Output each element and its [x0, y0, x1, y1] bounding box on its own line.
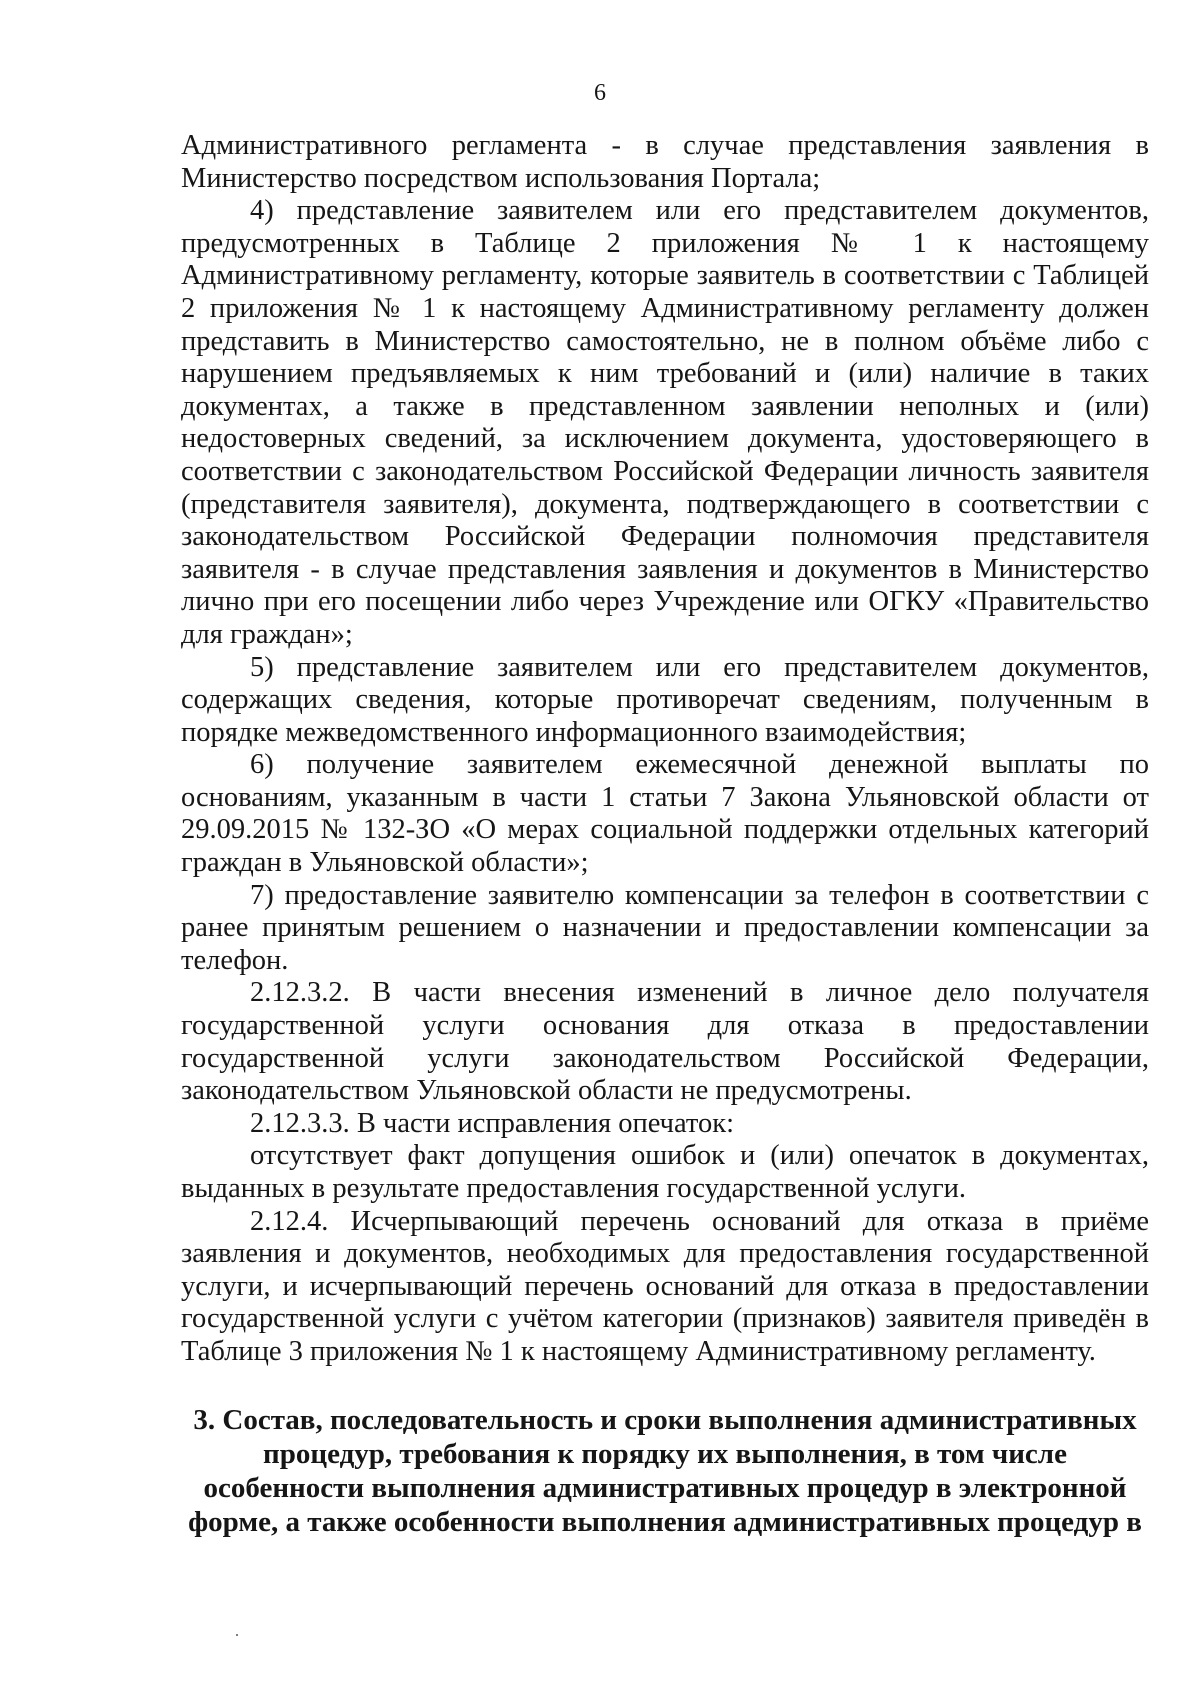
page-number: 6: [594, 80, 606, 106]
section-heading-text: 3. Состав, последовательность и сроки выполнения административных процедур, требования к порядку их выполнения, в том числе особенности выполнения административных процедур в электронной форме, а также особенности выполнения административных процедур в: [188, 1404, 1142, 1538]
paragraph-2-12-3-3: 2.12.3.3. В части исправления опечаток:: [250, 1107, 734, 1139]
paragraph-item-5: 5) представление заявителем или его представителем документов, содержащих сведения, которые противоречат сведениям, полученным в порядке межведомственного информационного взаимодействия;: [181, 651, 1149, 748]
paragraph-continuation: Административного регламента - в случае представления заявления в Министерство посредством использования Портала;: [181, 130, 1149, 194]
paragraph-2-12-4: 2.12.4. Исчерпывающий перечень оснований для отказа в приёме заявления и документов, необходимых для предоставления государственной услуги, и исчерпывающий перечень оснований для отказа в предоставлении государственной услуги с учётом категории (признаков) заявителя приведён в Таблице 3 приложения № 1 к настоящему Административному регламенту.: [181, 1205, 1149, 1367]
document-body: [181, 130, 1149, 1369]
section-heading: [181, 1403, 1149, 1539]
paragraph-item-7: 7) предоставление заявителю компенсации за телефон в соответствии с ранее принятым решением о назначении и предоставлении компенсации за телефон.: [181, 879, 1149, 976]
paragraph-item-6: 6) получение заявителем ежемесячной денежной выплаты по основаниям, указанным в части 1 статьи 7 Закона Ульяновской области от 29.09.2015 № 132-ЗО «О мерах социальной поддержки отдельных категорий граждан в Ульяновской области»;: [181, 749, 1149, 879]
scan-speck: [236, 1634, 238, 1636]
paragraph-typo-absence: отсутствует факт допущения ошибок и (или) опечаток в документах, выданных в результате предоставления государственной услуги.: [181, 1140, 1149, 1204]
paragraph-item-4: 4) представление заявителем или его представителем документов, предусмотренных в Таблице 2 приложения № 1 к настоящему Административному регламенту, которые заявитель в соответствии с Таблицей 2 приложения № 1 к настоящему Административному регламенту должен представить в Министерство самостоятельно, не в полном объёме либо с нарушением предъявляемых к ним требований и (или) наличие в таких документах, а также в представленном заявлении неполных и (или) недостоверных сведений, за исключением документа, удостоверяющего в соответствии с законодательством Российской Федерации личность заявителя (представителя заявителя), документа, подтверждающего в соответствии с законодательством Российской Федерации полномочия представителя заявителя - в случае представления заявления и документов в Министерство лично при его посещении либо через Учреждение или ОГКУ «Правительство для граждан»;: [181, 195, 1149, 650]
paragraph-2-12-3-2: 2.12.3.2. В части внесения изменений в личное дело получателя государственной услуги основания для отказа в предоставлении государственной услуги законодательством Российской Федерации, законодательством Ульяновской области не предусмотрены.: [181, 977, 1149, 1107]
